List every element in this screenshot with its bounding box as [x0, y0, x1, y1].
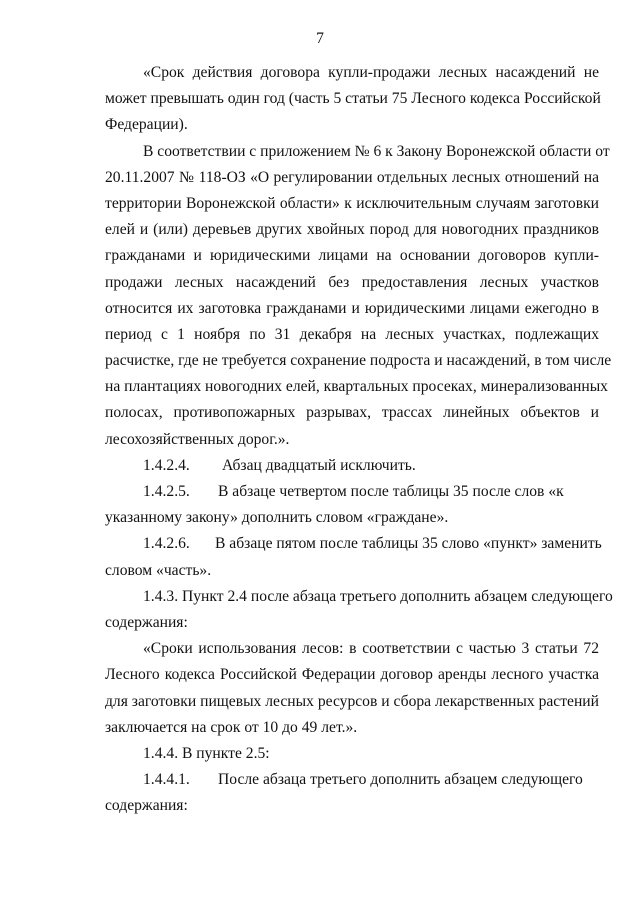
text-line: полосах, противопожарных разрывах, трассах линейных объектов и [105, 404, 599, 422]
text-line: лесохозяйственных дорог.». [105, 430, 290, 448]
numbered-line [105, 767, 599, 793]
text-line: Федерации). [105, 116, 188, 134]
text-line: гражданами и юридическими лицами на основании договоров купли- [105, 247, 599, 265]
text-line: 1.4.3. Пункт 2.4 после абзаца третьего дополнить абзацем следующего [143, 587, 613, 605]
item-text: В абзаце пятом после таблицы 35 слово «пункт» заменить [215, 535, 602, 553]
text-line: содержания: [105, 613, 188, 631]
text-line: содержания: [105, 797, 188, 815]
item-number: 1.4.2.5. [143, 483, 190, 500]
item-text: Абзац двадцатый исключить. [222, 456, 416, 474]
text-line: продажи лесных насаждений без предоставления лесных участков [105, 273, 599, 291]
text-line: 20.11.2007 № 118-ОЗ «О регулировании отдельных лесных отношений на [105, 168, 599, 186]
text-line: расчистке, где не требуется сохранение подроста и насаждений, в том числе [105, 352, 612, 370]
item-text: В абзаце четвертом после таблицы 35 после слов «к [218, 483, 564, 500]
item-number: 1.4.2.4. [143, 456, 190, 474]
text-line: период с 1 ноября по 31 декабря на лесных участках, подлежащих [105, 325, 599, 343]
text-line: В соответствии с приложением № 6 к Закону Воронежской области от [143, 142, 610, 160]
numbered-line [105, 479, 599, 505]
document-body [105, 60, 613, 819]
page-number: 7 [316, 30, 324, 47]
text-line: елей и (или) деревьев других хвойных пород для новогодних праздников [105, 221, 599, 239]
numbered-line [105, 453, 599, 479]
text-line: «Сроки использования лесов: в соответствии с частью 3 статьи 72 [143, 640, 599, 658]
text-line: Лесного кодекса Российской Федерации договор аренды лесного участка [105, 666, 599, 684]
text-line: на плантациях новогодних елей, квартальных просеках, минерализованных [105, 378, 608, 396]
item-text: После абзаца третьего дополнить абзацем следующего [218, 771, 583, 789]
text-line: указанному закону» дополнить словом «граждане». [105, 509, 449, 527]
text-line: «Срок действия договора купли-продажи лесных насаждений не [143, 64, 599, 81]
item-number: 1.4.2.6. [143, 535, 190, 553]
text-line: территории Воронежской области» к исключительным случаям заготовки [105, 194, 599, 212]
item-number: 1.4.4.1. [143, 771, 190, 789]
text-line: может превышать один год (часть 5 статьи 75 Лесного кодекса Российской [105, 90, 601, 108]
text-line: для заготовки пищевых лесных ресурсов и сбора лекарственных растений [105, 692, 599, 710]
text-line: 1.4.4. В пункте 2.5: [143, 744, 270, 762]
numbered-line [105, 531, 602, 557]
text-line: словом «часть». [105, 561, 212, 579]
text-line: заключается на срок от 10 до 49 лет.». [105, 718, 358, 736]
text-line: относится их заготовка гражданами и юридическими лицами ежегодно в [105, 299, 599, 317]
